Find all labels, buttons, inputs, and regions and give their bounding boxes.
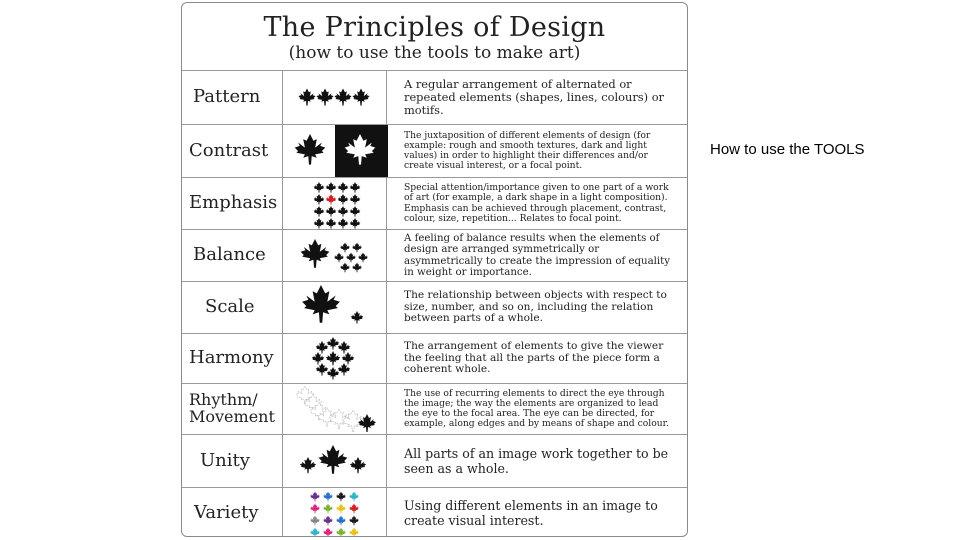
desc-scale: The relationship between objects with respect to size, number, and so on, including the relation between parts of a whole.: [404, 288, 667, 325]
maple-leaf-icon: [316, 363, 329, 376]
maple-leaf-icon: [323, 516, 333, 526]
maple-leaf-icon: [326, 351, 340, 365]
term-rhythm-movement: [182, 384, 289, 434]
maple-leaf-balance-icon: [282, 230, 387, 281]
row-balance: [182, 229, 687, 281]
maple-leaf-icon: [338, 182, 349, 193]
row-rhythm-movement: [182, 383, 687, 434]
poster-header: [182, 3, 687, 71]
maple-leaf-icon: [316, 89, 333, 106]
row-contrast: [182, 124, 687, 177]
term-unity: Unity: [200, 449, 250, 471]
maple-leaf-icon: [350, 218, 361, 229]
maple-leaf-icon: [340, 243, 350, 253]
maple-leaf-outline-trail-icon: [282, 384, 387, 434]
row-scale: [182, 281, 687, 333]
maple-leaf-icon: [352, 89, 369, 106]
maple-leaf-icon: [336, 492, 346, 502]
side-note: How to use the TOOLS: [710, 141, 865, 158]
maple-leaf-trio-icon: [282, 435, 387, 487]
maple-leaf-icon: [352, 243, 362, 253]
maple-leaf-icon: [350, 194, 361, 205]
maple-leaf-icon: [358, 253, 368, 263]
maple-leaf-icon: [350, 182, 361, 193]
maple-leaf-icon: [349, 528, 359, 538]
maple-leaf-icon: [342, 410, 364, 432]
maple-leaf-icon: [349, 492, 359, 502]
desc-rhythm-movement: The use of recurring elements to direct the eye through the image; the way the elements are organized to lead the eye to the focal area. The eye can be directed, for example, along edges and by means of shape and colour.: [404, 387, 669, 430]
term-variety: Variety: [194, 501, 259, 523]
maple-leaf-icon: [302, 285, 340, 323]
maple-leaf-icon: [326, 182, 337, 193]
maple-leaf-icon: [323, 492, 333, 502]
maple-leaf-row-icon: [282, 71, 387, 124]
maple-leaf-icon: [314, 218, 325, 229]
maple-leaf-icon: [301, 239, 330, 268]
maple-leaf-icon: [338, 194, 349, 205]
maple-leaf-icon: [319, 445, 348, 474]
row-pattern: [182, 70, 687, 124]
maple-leaf-icon: [314, 194, 325, 205]
maple-leaf-icon: [338, 363, 351, 376]
row-unity: [182, 434, 687, 487]
principles-of-design-poster: [181, 2, 688, 537]
desc-contrast: The juxtaposition of different elements of design (for example: rough and smooth textures, dark and light values) in order to highlight their differences and/or create visual interest, or a focal point.: [404, 129, 651, 172]
term-harmony: Harmony: [189, 347, 274, 369]
maple-leaf-icon: [334, 253, 344, 263]
term-scale: Scale: [205, 296, 255, 318]
term-movement: Movement: [189, 407, 275, 426]
maple-leaf-icon: [298, 89, 315, 106]
maple-leaf-icon: [295, 134, 326, 165]
maple-leaf-icon: [342, 352, 355, 365]
maple-leaf-icon: [326, 218, 337, 229]
term-pattern: Pattern: [193, 86, 261, 108]
maple-leaf-icon: [346, 253, 356, 263]
term-rhythm: Rhythm/: [189, 390, 258, 410]
maple-leaf-ring-icon: [282, 334, 387, 383]
maple-leaf-icon: [314, 182, 325, 193]
desc-variety: Using different elements in an image to create visual interest.: [404, 497, 658, 528]
maple-leaf-large-small-icon: [282, 282, 387, 333]
term-contrast: Contrast: [189, 139, 269, 161]
maple-leaf-icon: [323, 528, 333, 538]
poster-title: The Principles of Design: [263, 12, 606, 43]
maple-leaf-icon: [351, 311, 364, 324]
maple-leaf-icon: [334, 89, 351, 106]
maple-leaf-icon: [336, 504, 346, 514]
desc-unity: All parts of an image work together to be seen as a whole.: [404, 445, 669, 476]
desc-emphasis: Special attention/importance given to one part of a work of art (for example, a dark shape in a light composition). Emphasis can be achieved through placement, contrast, colour, size, repetition... Relates to focal point.: [404, 182, 669, 224]
maple-leaf-icon: [310, 504, 320, 514]
term-balance: Balance: [193, 244, 266, 266]
maple-leaf-icon: [340, 263, 350, 273]
desc-harmony: The arrangement of elements to give the viewer the feeling that all the parts of the piece form a coherent whole.: [404, 339, 664, 376]
poster-subtitle: (how to use the tools to make art): [288, 43, 581, 63]
row-variety: [182, 487, 687, 537]
maple-leaf-icon: [310, 516, 320, 526]
maple-leaf-icon: [326, 206, 337, 217]
desc-balance: A feeling of balance results when the elements of design are arranged symmetrically or asymmetrically to create the impression of equality in weight or importance.: [404, 232, 671, 278]
maple-leaf-icon: [312, 352, 325, 365]
maple-leaf-icon: [338, 206, 349, 217]
maple-leaf-icon: [310, 528, 320, 538]
maple-leaf-icon: [323, 504, 333, 514]
maple-leaf-icon: [316, 341, 329, 354]
maple-leaf-icon: [350, 206, 361, 217]
maple-leaf-icon: [352, 263, 362, 273]
maple-leaf-black-white-icon: [282, 125, 387, 177]
maple-leaf-colored-grid-icon: [282, 488, 387, 537]
maple-leaf-icon: [349, 516, 359, 526]
maple-leaf-icon: [350, 457, 366, 473]
maple-leaf-grid-red-accent-icon: [282, 178, 387, 229]
maple-leaf-icon: [327, 337, 340, 350]
term-emphasis: Emphasis: [189, 192, 278, 214]
maple-leaf-icon: [338, 218, 349, 229]
maple-leaf-icon: [326, 194, 337, 205]
maple-leaf-icon: [310, 492, 320, 502]
maple-leaf-icon: [314, 206, 325, 217]
maple-leaf-icon: [336, 528, 346, 538]
maple-leaf-icon: [336, 516, 346, 526]
row-harmony: [182, 333, 687, 383]
maple-leaf-icon: [349, 504, 359, 514]
maple-leaf-icon: [338, 341, 351, 354]
maple-leaf-icon: [300, 457, 316, 473]
row-emphasis: [182, 177, 687, 229]
desc-pattern: A regular arrangement of alternated or repeated elements (shapes, lines, colours) or motifs.: [404, 77, 665, 117]
maple-leaf-icon: [327, 367, 340, 380]
